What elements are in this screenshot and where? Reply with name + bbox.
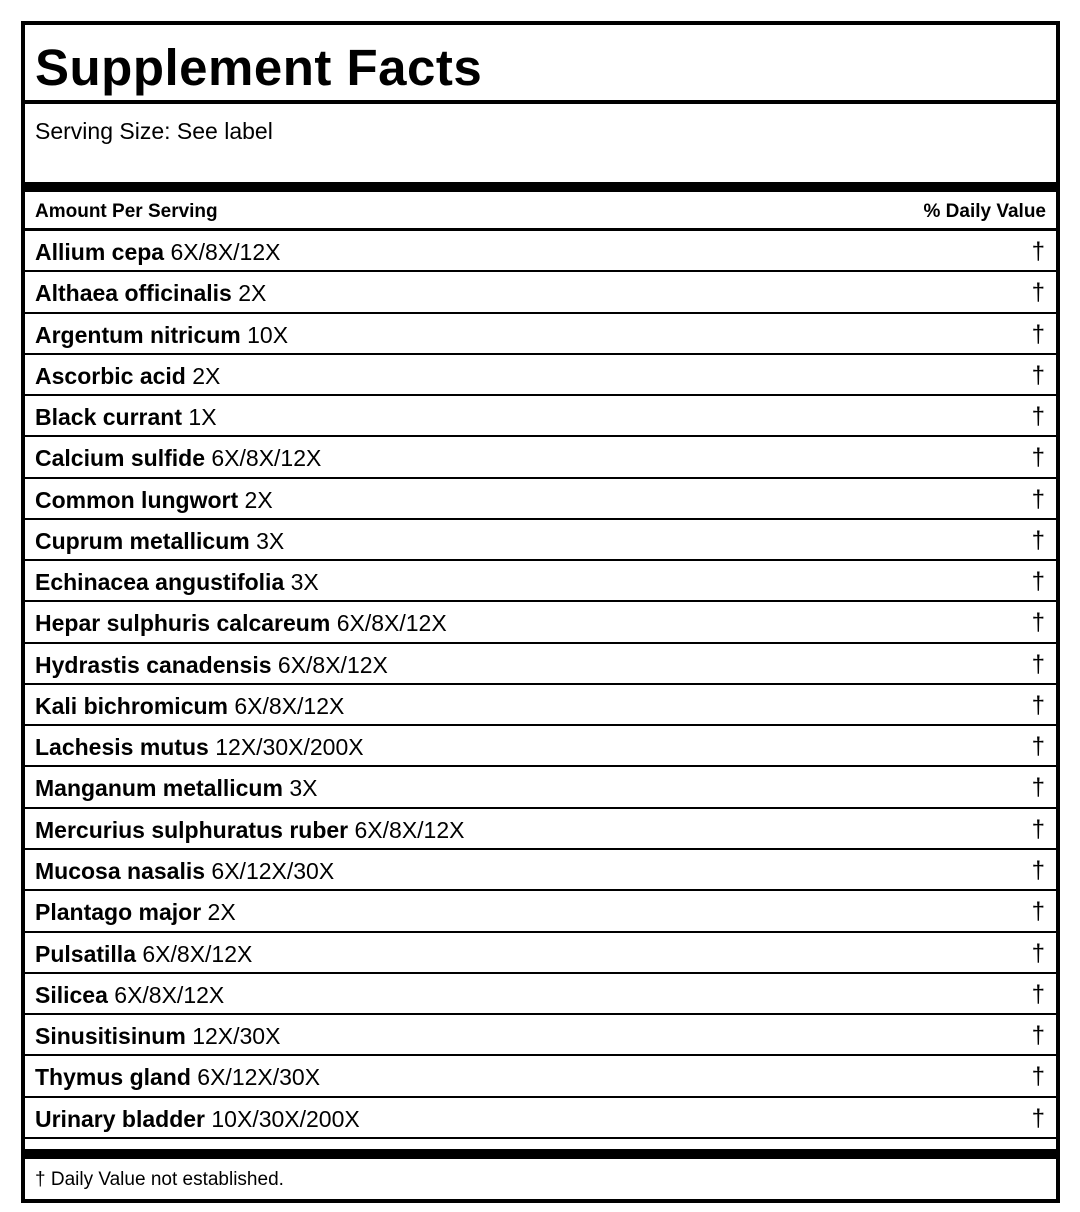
ingredient-name: Calcium sulfide — [35, 445, 205, 472]
ingredient-name: Black currant — [35, 404, 183, 431]
ingredient-potency: 6X/8X/12X — [234, 692, 345, 719]
daily-value-dagger: † — [1031, 733, 1045, 761]
daily-value-dagger: † — [1031, 403, 1045, 431]
ingredient-name: Sinusitisinum — [35, 1023, 186, 1050]
ingredient-text — [35, 445, 321, 471]
ingredient-name: Common lungwort — [35, 486, 239, 513]
title-block — [25, 25, 1056, 104]
ingredient-row — [25, 767, 1056, 808]
ingredient-potency: 6X/8X/12X — [354, 816, 465, 843]
daily-value-dagger: † — [1031, 1022, 1045, 1050]
ingredient-potency: 6X/12X/30X — [197, 1064, 321, 1091]
daily-value-dagger: † — [1031, 279, 1045, 307]
ingredient-row — [25, 520, 1056, 561]
daily-value-dagger: † — [1031, 815, 1045, 843]
ingredient-row — [25, 644, 1056, 685]
ingredient-potency: 6X/8X/12X — [336, 610, 447, 637]
ingredient-name: Manganum metallicum — [35, 775, 283, 802]
ingredient-potency: 6X/8X/12X — [142, 940, 253, 967]
ingredient-row — [25, 396, 1056, 437]
daily-value-dagger: † — [1031, 361, 1045, 389]
daily-value-dagger: † — [1031, 238, 1045, 265]
ingredient-potency: 6X/8X/12X — [211, 445, 322, 472]
amount-per-serving-label: Amount Per Serving — [35, 201, 218, 222]
ingredient-text — [35, 734, 364, 760]
ingredient-name: Silicea — [35, 981, 108, 1008]
ingredient-potency: 12X/30X — [192, 1023, 281, 1050]
ingredient-text — [35, 610, 447, 636]
ingredient-text — [35, 982, 224, 1008]
thick-divider — [25, 182, 1056, 192]
ingredient-text — [35, 1064, 320, 1090]
ingredient-name: Althaea officinalis — [35, 280, 232, 307]
daily-value-dagger: † — [1031, 774, 1045, 802]
ingredient-potency: 2X — [192, 362, 221, 389]
ingredient-row — [25, 1098, 1056, 1139]
ingredient-text — [35, 239, 280, 265]
ingredient-row — [25, 314, 1056, 355]
daily-value-dagger: † — [1031, 856, 1045, 884]
serving-size: Serving Size: See label — [35, 118, 273, 144]
ingredient-row — [25, 685, 1056, 726]
daily-value-dagger: † — [1031, 898, 1045, 926]
ingredient-potency: 6X/12X/30X — [211, 857, 335, 884]
ingredient-name: Thymus gland — [35, 1064, 191, 1091]
daily-value-dagger: † — [1031, 320, 1045, 348]
ingredient-row — [25, 1056, 1056, 1097]
ingredient-row — [25, 933, 1056, 974]
ingredient-name: Hepar sulphuris calcareum — [35, 610, 331, 637]
ingredient-name: Argentum nitricum — [35, 321, 241, 348]
footnote: † Daily Value not established. — [35, 1169, 284, 1190]
ingredient-potency: 10X — [247, 321, 289, 348]
ingredient-name: Hydrastis canadensis — [35, 651, 272, 678]
ingredient-name: Kali bichromicum — [35, 692, 228, 719]
ingredient-text — [35, 899, 236, 925]
ingredient-text — [35, 528, 284, 554]
ingredient-row — [25, 809, 1056, 850]
ingredient-potency: 3X — [290, 569, 319, 596]
ingredient-name: Cuprum metallicum — [35, 527, 250, 554]
bottom-thick-divider — [25, 1149, 1056, 1159]
panel-title: Supplement Facts — [35, 39, 483, 96]
daily-value-dagger: † — [1031, 485, 1045, 513]
ingredient-row — [25, 561, 1056, 602]
ingredient-text — [35, 363, 220, 389]
daily-value-dagger: † — [1031, 568, 1045, 596]
ingredient-text — [35, 817, 464, 843]
ingredient-row — [25, 355, 1056, 396]
ingredient-potency: 12X/30X/200X — [215, 734, 364, 761]
daily-value-dagger: † — [1031, 650, 1045, 678]
ingredient-name: Allium cepa — [35, 239, 165, 265]
ingredient-text — [35, 280, 266, 306]
ingredient-potency: 2X — [238, 280, 267, 307]
daily-value-dagger: † — [1031, 444, 1045, 472]
ingredient-row — [25, 974, 1056, 1015]
ingredient-text — [35, 487, 273, 513]
daily-value-dagger: † — [1031, 1104, 1045, 1132]
ingredient-text — [35, 652, 388, 678]
ingredient-row — [25, 850, 1056, 891]
ingredient-name: Urinary bladder — [35, 1105, 205, 1132]
ingredient-text — [35, 858, 334, 884]
daily-value-dagger: † — [1031, 691, 1045, 719]
ingredient-text — [35, 1106, 360, 1132]
ingredient-name: Lachesis mutus — [35, 734, 209, 761]
daily-value-dagger: † — [1031, 609, 1045, 637]
ingredient-name: Ascorbic acid — [35, 362, 186, 389]
ingredient-row — [25, 437, 1056, 478]
ingredient-text — [35, 404, 217, 430]
ingredient-potency: 2X — [207, 899, 236, 926]
daily-value-dagger: † — [1031, 1063, 1045, 1091]
ingredient-name: Echinacea angustifolia — [35, 569, 285, 596]
ingredient-name: Plantago major — [35, 899, 202, 926]
ingredient-text — [35, 693, 344, 719]
ingredient-name: Mercurius sulphuratus ruber — [35, 816, 349, 843]
daily-value-dagger: † — [1031, 526, 1045, 554]
ingredient-name: Mucosa nasalis — [35, 857, 206, 884]
ingredient-potency: 6X/8X/12X — [114, 981, 225, 1008]
ingredient-text — [35, 1023, 280, 1049]
ingredient-name: Pulsatilla — [35, 940, 136, 967]
ingredient-potency: 2X — [244, 486, 273, 513]
ingredient-row — [25, 1015, 1056, 1056]
ingredient-potency: 3X — [289, 775, 318, 802]
ingredient-text — [35, 775, 317, 801]
ingredient-text — [35, 322, 288, 348]
ingredient-row — [25, 891, 1056, 932]
amount-header-row — [25, 192, 1056, 231]
ingredient-row — [25, 479, 1056, 520]
ingredient-potency: 6X/8X/12X — [170, 239, 281, 265]
ingredient-row — [25, 272, 1056, 313]
ingredient-text — [35, 569, 319, 595]
daily-value-dagger: † — [1031, 980, 1045, 1008]
ingredient-row — [25, 726, 1056, 767]
ingredient-potency: 6X/8X/12X — [277, 651, 388, 678]
ingredient-row — [25, 602, 1056, 643]
ingredient-potency: 10X/30X/200X — [211, 1105, 360, 1132]
ingredient-row — [25, 231, 1056, 272]
ingredient-potency: 1X — [188, 404, 217, 431]
ingredients-list — [25, 231, 1056, 1139]
ingredient-text — [35, 941, 252, 967]
supplement-facts-panel — [21, 21, 1060, 1203]
daily-value-dagger: † — [1031, 939, 1045, 967]
ingredient-potency: 3X — [256, 527, 285, 554]
daily-value-header: % Daily Value — [923, 201, 1046, 222]
